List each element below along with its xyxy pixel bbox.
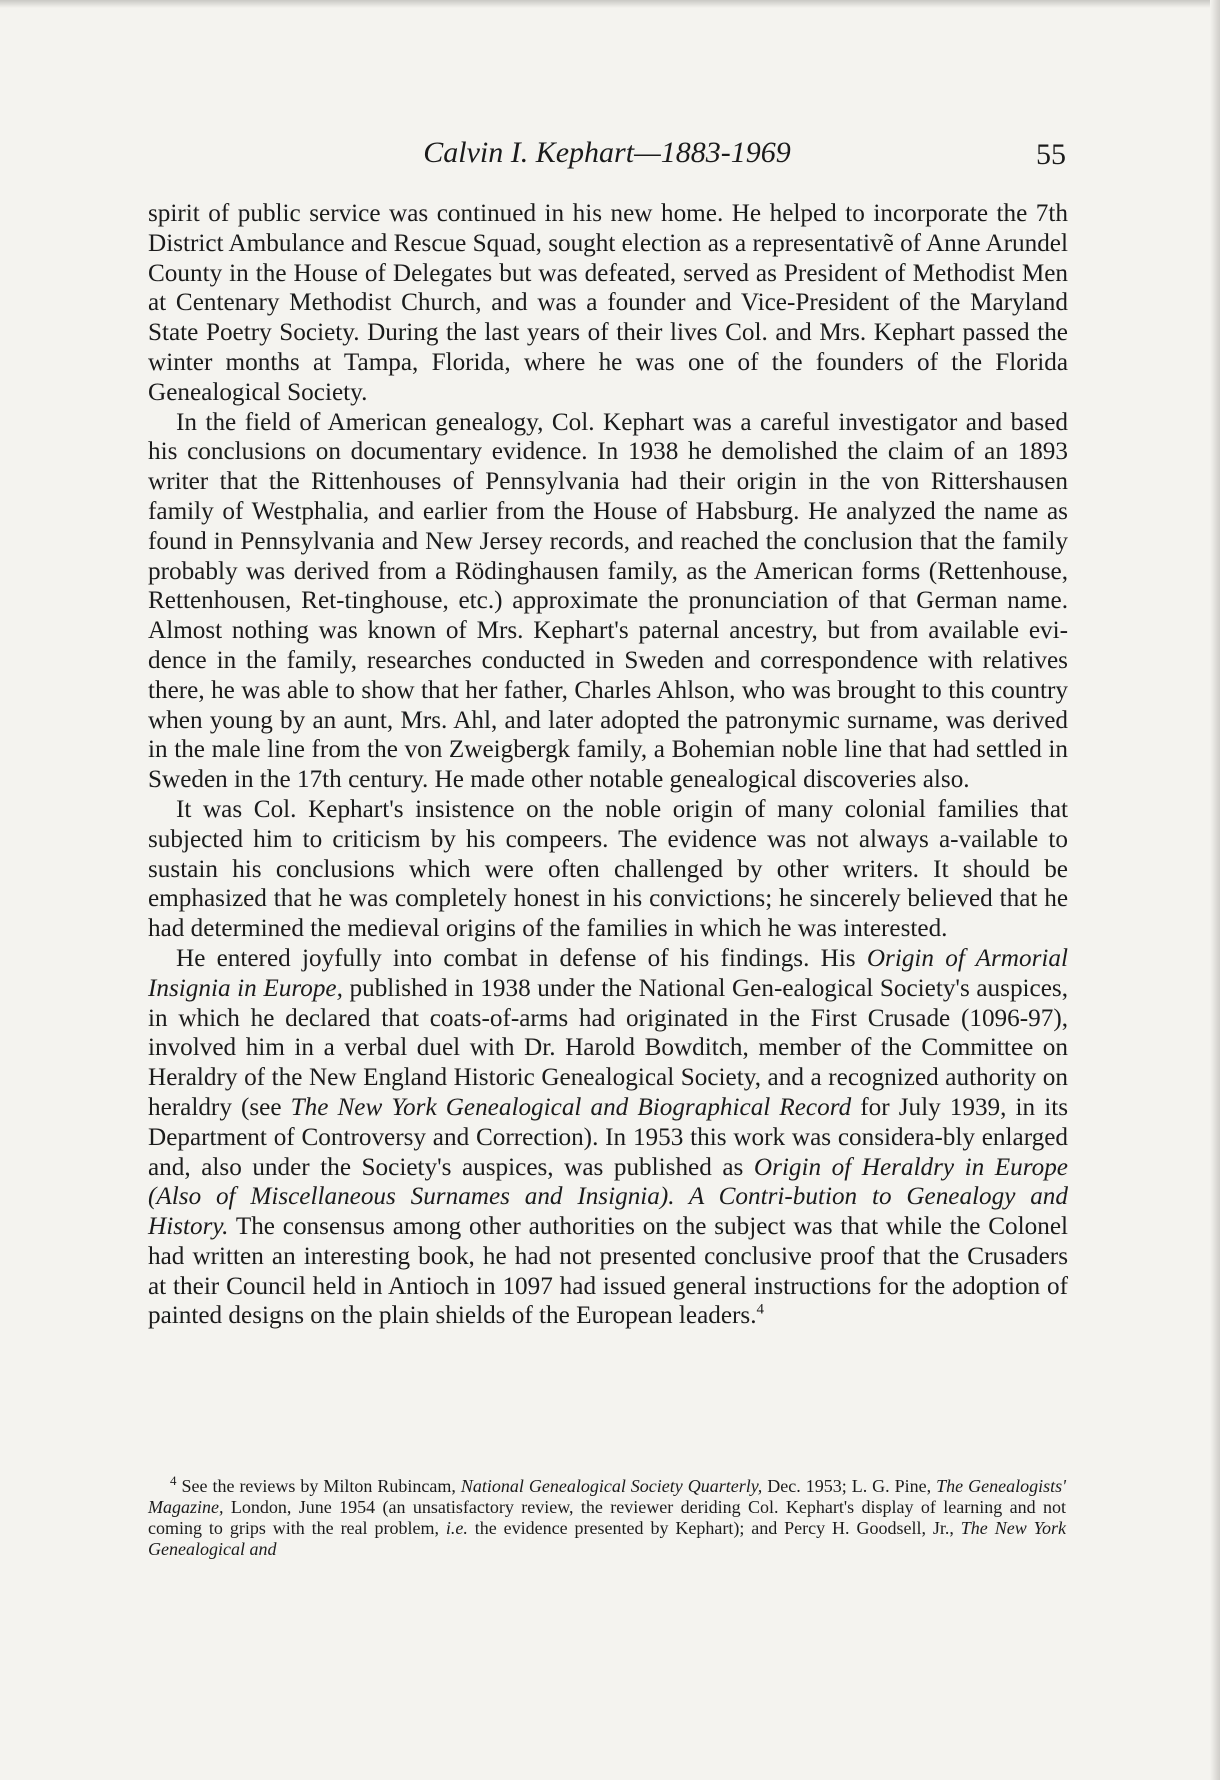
footnote-4 (148, 1473, 1066, 1560)
paragraph-4 (148, 944, 1068, 1331)
footnote-marker: 4 (170, 1473, 177, 1488)
page-header (148, 136, 1066, 176)
paragraph-4-text-c: published in 1938 under the National Gen-ealogical Society's auspices, in which he declared that coats-of-arms had originated in the First Crusade (1096-97), involved him in a verbal duel with Dr. Harold Bowditch, member of the Committee on Heraldry of the New England Historic Genealogical Society, and a recognized authority on heraldry (see (148, 974, 1068, 1121)
footnotes (148, 1473, 1066, 1560)
footnote-journal-genealogists-magazine: The Genealogists' Magazine, (148, 1476, 1066, 1517)
footnote-text-c: Dec. 1953; L. G. Pine, (762, 1476, 937, 1496)
footnote-journal-ngsq: National Genealogical Society Quarterly, (460, 1476, 763, 1496)
paragraph-4-text-e: for July 1939, in its Department of Controversy and Correction). In 1953 this work was considera-bly enlarged and, also under the Society's auspices, was published as (148, 1093, 1069, 1181)
footnote-reference: 4 (756, 1302, 765, 1319)
footnote-text-g: the evidence presented by Kephart); and Percy H. Goodsell, Jr., (467, 1518, 961, 1538)
book-title-armorial-insignia: Origin of Armorial Insignia in Europe, (148, 944, 1068, 1002)
running-title: Calvin I. Kephart—1883-1969 (423, 136, 791, 169)
paragraph-2: In the field of American genealogy, Col. Kephart was a careful investigator and based his conclusions on documentary evidence. In 1938 he demolished the claim of an 1893 writer that the Rittenhouses of Pennsylvania had their origin in the von Rittershausen family of Westphalia, and earlier from the House of Habsburg. He analyzed the name as found in Pennsylvania and New Jersey records, and reached the conclusion that the family probably was derived from a Rödinghausen family, as the American forms (Rettenhouse, Rettenhousen, Ret-tinghouse, etc.) approximate the pronunciation of that German name. Almost nothing was known of Mrs. Kephart's paternal ancestry, but from available evi-dence in the family, researches conducted in Sweden and correspondence with relatives there, he was able to show that her father, Charles Ahlson, who was brought to this country when young by an aunt, Mrs. Ahl, and later adopted the patronymic surname, was derived in the male line from the von Zweigbergk family, a Bohemian noble line that had settled in Sweden in the 17th century. He made other notable genealogical discoveries also. (148, 408, 1068, 794)
footnote-text-a: See the reviews by Milton Rubincam, (176, 1476, 461, 1496)
paragraph-4-text-a: He entered joyfully into combat in defense of his findings. His (176, 944, 867, 972)
main-text (148, 199, 1068, 1331)
page-number: 55 (1036, 138, 1066, 171)
footnote-text-e: London, June 1954 (an unsatisfactory review, the reviewer deriding Col. Kephart's display of learning and not coming to grips with the real problem, (148, 1497, 1066, 1538)
page-right-edge-shadow (1210, 0, 1220, 1780)
footnote-ie: i.e. (445, 1518, 468, 1538)
paragraph-1: spirit of public service was continued in his new home. He helped to incorporate the 7th District Ambulance and Rescue Squad, sought election as a representativẽ of Anne Arundel County in the House of Delegates but was defeated, served as President of Methodist Men at Centenary Methodist Church, and was a founder and Vice-President of the Maryland State Poetry Society. During the last years of their lives Col. and Mrs. Kephart passed the winter months at Tampa, Florida, where he was one of the founders of the Florida Genealogical Society. (148, 200, 1068, 406)
footnote-journal-nygbr: The New York Genealogical and (148, 1518, 1066, 1559)
book-title-origin-of-heraldry: Origin of Heraldry in Europe (Also of Miscellaneous Surnames and Insignia). A Contri-bution to Genealogy and History. (148, 1153, 1068, 1241)
paragraph-3: It was Col. Kephart's insistence on the noble origin of many colonial families that subjected him to criticism by his compeers. The evidence was not always a-vailable to sustain his conclusions which were often challenged by other writers. It should be emphasized that he was completely honest in his convictions; he sincerely believed that he had determined the medieval origins of the families in which he was interested. (148, 795, 1068, 943)
paragraph-4-text-g: The consensus among other authorities on the subject was that while the Colonel had written an interesting book, he had not presented conclusive proof that the Crusaders at their Council held in Antioch in 1097 had issued general instructions for the adoption of painted designs on the plain shields of the European leaders. (148, 1213, 1068, 1330)
journal-title-nygbr: The New York Genealogical and Biographical Record (290, 1093, 852, 1121)
page-top-edge-shadow (0, 0, 1220, 8)
